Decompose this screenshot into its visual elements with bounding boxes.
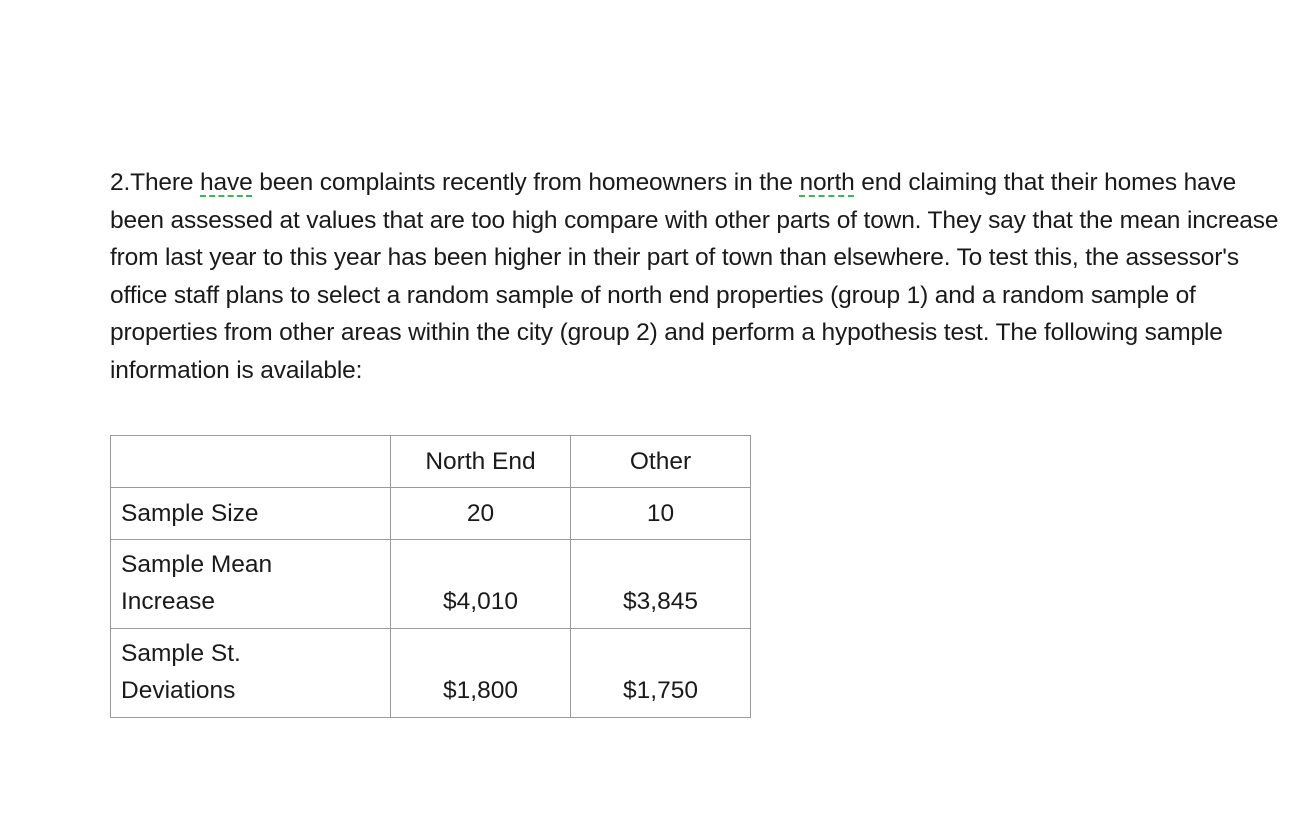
header-cell-other: Other <box>571 436 751 488</box>
table-header-row <box>111 436 751 488</box>
table-row-sample-mean <box>111 540 751 629</box>
row-label-sample-mean <box>111 540 391 629</box>
flagged-word-have[interactable]: have <box>200 169 253 196</box>
cell-other-sample-size: 10 <box>571 488 751 540</box>
question-text-3: end claiming that their homes have been assessed at values that are too high compare with other parts of town. They say that the mean increase from last year to this year has been higher in their part of town than elsewhere. To test this, the assessor's office staff plans to select a random sample of north end properties (group 1) and a random sample of properties from other areas within the city (group 2) and perform a hypothesis test. The following sample information is available: <box>110 169 1279 384</box>
cell-north-end-sample-std: $1,800 <box>391 629 571 718</box>
sample-info-table <box>110 435 751 718</box>
flagged-word-north[interactable]: north <box>799 169 855 196</box>
cell-other-sample-std: $1,750 <box>571 629 751 718</box>
table-row-sample-size <box>111 488 751 540</box>
cell-other-sample-mean: $3,845 <box>571 540 751 629</box>
question-text-2: been complaints recently from homeowners in the <box>252 169 800 196</box>
row-label-sample-size <box>111 488 391 540</box>
document-body <box>110 164 1290 389</box>
question-text-1: 2.There <box>110 169 201 196</box>
table-row-sample-std <box>111 629 751 718</box>
row-label-line: Sample Size <box>121 500 259 527</box>
header-cell-north-end: North End <box>391 436 571 488</box>
row-label-sample-std <box>111 629 391 718</box>
row-label-line: Sample St. <box>121 640 241 667</box>
row-label-line: Sample Mean <box>121 551 273 578</box>
header-cell-empty <box>111 436 391 488</box>
cell-north-end-sample-mean: $4,010 <box>391 540 571 629</box>
cell-north-end-sample-size: 20 <box>391 488 571 540</box>
question-paragraph <box>110 164 1290 389</box>
row-label-line: Deviations <box>121 677 236 704</box>
row-label-line: Increase <box>121 588 215 615</box>
